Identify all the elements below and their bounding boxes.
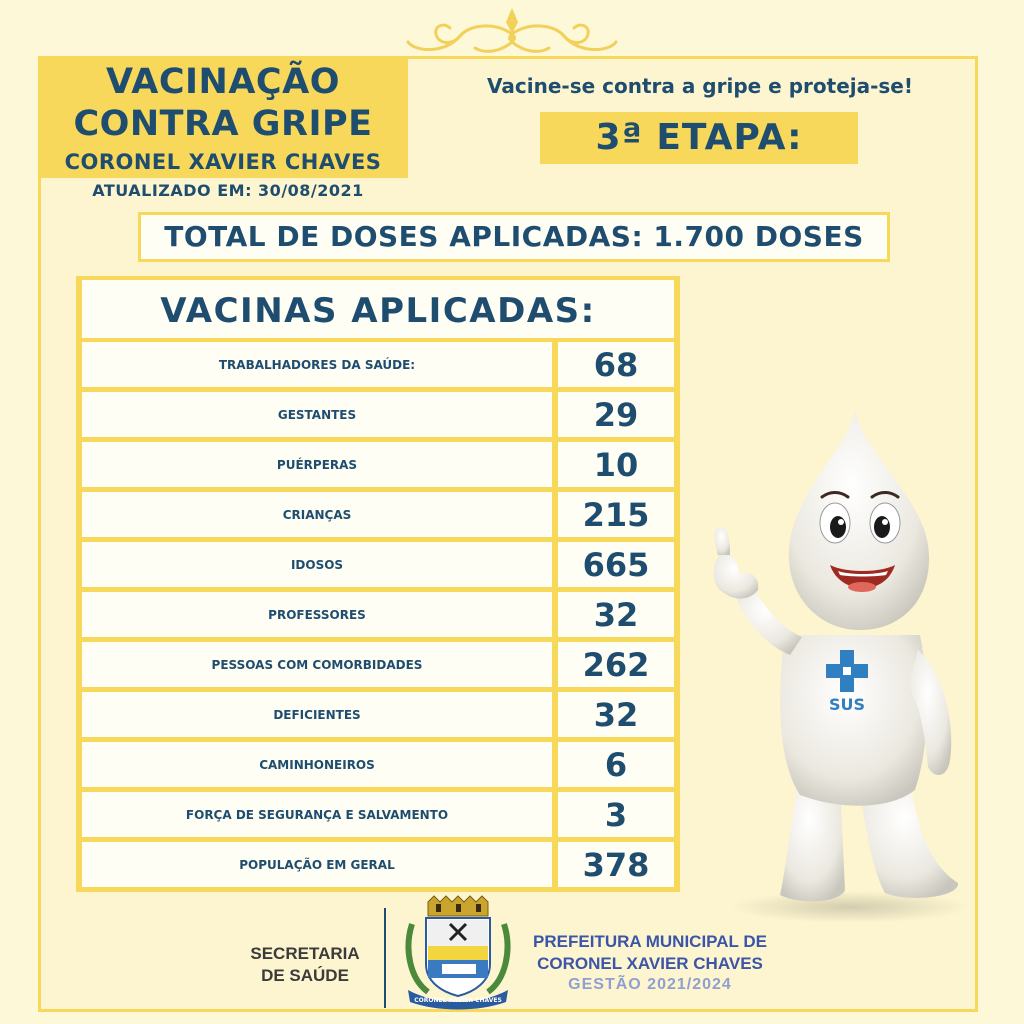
- municipal-crest-icon: [398, 894, 518, 1012]
- table-row: [82, 342, 674, 387]
- updated-date: ATUALIZADO EM: 30/08/2021: [92, 181, 364, 200]
- table-row: [82, 792, 674, 837]
- row-label: CRIANÇAS: [82, 492, 552, 537]
- table-row: [82, 842, 674, 887]
- crest-banner-text: CORONEL XAVIER CHAVES: [414, 997, 502, 1004]
- secretaria-line-2: DE SAÚDE: [261, 966, 349, 985]
- table-row: [82, 542, 674, 587]
- prefeitura-line-1: PREFEITURA MUNICIPAL DE: [533, 932, 767, 951]
- gestao-label: GESTÃO 2021/2024: [568, 976, 732, 993]
- row-label: PROFESSORES: [82, 592, 552, 637]
- sus-badge-text: SUS: [828, 695, 866, 714]
- row-label: FORÇA DE SEGURANÇA E SALVAMENTO: [82, 792, 552, 837]
- table-row: [82, 492, 674, 537]
- secretaria-line-1: SECRETARIA: [250, 944, 360, 963]
- table-row: [82, 742, 674, 787]
- slogan: Vacine-se contra a gripe e proteja-se!: [487, 74, 913, 98]
- total-doses: TOTAL DE DOSES APLICADAS: 1.700 DOSES: [138, 212, 890, 262]
- table-heading: VACINAS APLICADAS:: [82, 280, 674, 338]
- stage-label: 3ª ETAPA:: [540, 112, 858, 164]
- prefeitura-line-2: CORONEL XAVIER CHAVES: [537, 954, 763, 973]
- row-value: 6: [558, 742, 674, 787]
- row-label: IDOSOS: [82, 542, 552, 587]
- table-row: [82, 592, 674, 637]
- row-value: 32: [558, 592, 674, 637]
- row-value: 665: [558, 542, 674, 587]
- vaccine-drop-mascot: [690, 405, 990, 925]
- row-label: DEFICIENTES: [82, 692, 552, 737]
- vaccines-table: [76, 276, 680, 892]
- row-label: GESTANTES: [82, 392, 552, 437]
- row-value: 29: [558, 392, 674, 437]
- table-row: [82, 392, 674, 437]
- title-line-1: VACINAÇÃO: [106, 62, 340, 102]
- row-label: POPULAÇÃO EM GERAL: [82, 842, 552, 887]
- table-row: [82, 642, 674, 687]
- row-value: 262: [558, 642, 674, 687]
- row-label: PUÉRPERAS: [82, 442, 552, 487]
- row-label: PESSOAS COM COMORBIDADES: [82, 642, 552, 687]
- decorative-ornament: [400, 4, 625, 60]
- row-label: TRABALHADORES DA SAÚDE:: [82, 342, 552, 387]
- table-row: [82, 692, 674, 737]
- row-value: 3: [558, 792, 674, 837]
- row-value: 68: [558, 342, 674, 387]
- row-value: 32: [558, 692, 674, 737]
- row-value: 10: [558, 442, 674, 487]
- row-value: 378: [558, 842, 674, 887]
- title-box: [38, 56, 408, 178]
- title-city: CORONEL XAVIER CHAVES: [64, 150, 382, 174]
- row-value: 215: [558, 492, 674, 537]
- row-label: CAMINHONEIROS: [82, 742, 552, 787]
- footer-divider: [384, 908, 386, 1008]
- title-line-2: CONTRA GRIPE: [73, 104, 373, 144]
- table-row: [82, 442, 674, 487]
